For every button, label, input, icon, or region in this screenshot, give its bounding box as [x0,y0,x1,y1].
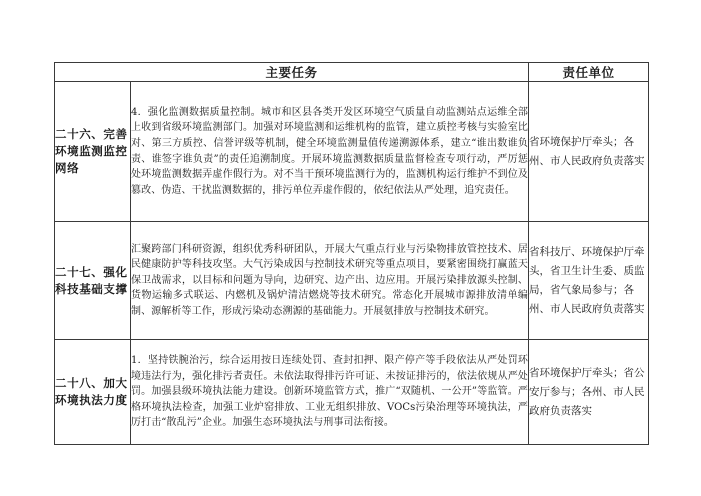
responsible-cell [529,340,649,445]
header-responsible-unit: 责任单位 [529,63,649,82]
task-text: 汇聚跨部门科研资源，组织优秀科研团队，开展大气重点行业与污染物排放管控技术、居民健康防护等科技攻坚。大气污染成因与控制技术研究等重点项目，要紧密围绕打赢蓝天保卫战需求，以目标和问题为导向，边研究、边产出、边应用。开展污染排放源头控制、货物运输多式联运、内燃机及锅炉清洁燃烧等技术研究。常态化开展城市源排放清单编制、源解析等工作，形成污染动态溯源的基础能力。开展氨排放与控制技术研究。 [131,243,529,317]
task-cell [131,340,529,445]
task-cell [131,82,529,222]
category-text: 二十八、加大环境执法力度 [55,376,128,407]
responsible-text: 省科技厅、环境保护厅牵头，省卫生计生委、质监局，省气象局参与；各州、市人民政府负责落实 [529,245,645,315]
category-text: 二十六、完善环境监测监控网络 [55,127,128,175]
category-text: 二十七、强化科技基础支撑 [55,264,128,296]
task-table [54,62,649,445]
responsible-cell [529,222,649,340]
category-cell [55,222,131,340]
table-header-row [55,63,649,82]
responsible-text: 省环境保护厅牵头；各州、市人民政府负责落实 [529,135,645,167]
category-cell [55,340,131,445]
table-row [55,82,649,222]
task-cell [131,222,529,340]
responsible-text: 省环境保护厅牵头；省公安厅参与；各州、市人民政府负责落实 [529,366,645,417]
task-text: 4．强化监测数据质量控制。城市和区县各类开发区环境空气质量自动监测站点运维全部上收到省级环境监测部门。加强对环境监测和运维机构的监管，建立质控考核与实验室比对、第三方质控、信誉评级等机制，健全环境监测量值传递溯源体系，建立“谁出数谁负责、谁签字谁负责”的责任追溯制度。开展环境监测数据质量监督检查专项行动，严厉惩处环境监测数据弄虚作假行为。对不当干预环境监测行为的，监测机构运行维护不到位及篡改、伪造、干扰监测数据的，排污单位弄虚作假的，依纪依法从严处理，追究责任。 [131,106,529,196]
task-text: 1．坚持铁腕治污，综合运用按日连续处罚、查封扣押、限产停产等手段依法从严处罚环境违法行为，强化排污者责任。未依法取得排污许可证、未按证排污的，依法依规从严处罚。加强县级环境执法能力建设。创新环境监管方式，推广“双随机、一公开”等监管。严格环境执法检查，加强工业炉窑排放、工业无组织排放、VOCs污染治理等环境执法，严厉打击“散乱污”企业。加强生态环境执法与刑事司法衔接。 [131,355,529,429]
header-main-tasks: 主要任务 [55,63,529,82]
category-cell [55,82,131,222]
table-row [55,340,649,445]
table-row [55,222,649,340]
responsible-cell [529,82,649,222]
